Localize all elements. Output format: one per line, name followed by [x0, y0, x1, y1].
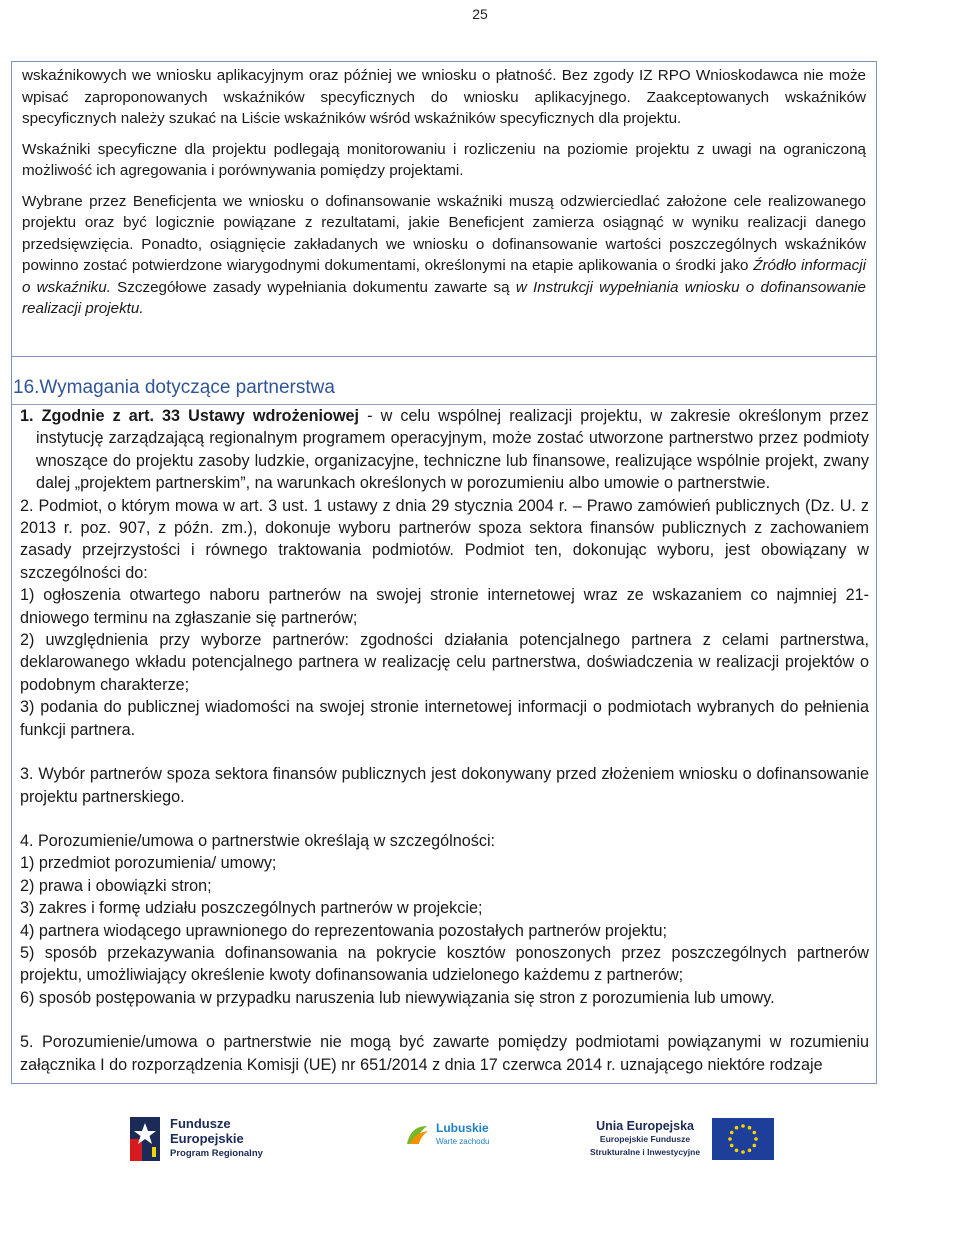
- fundusze-europejskie-logo: [130, 1116, 263, 1161]
- lubuskie-slogan: Warte zachodu: [436, 1137, 490, 1146]
- list-item: 5. Porozumienie/umowa o partnerstwie nie mogą być zawarte pomiędzy podmiotami powiązanymi w rozumieniu załącznika I do rozporządzenia Komisji (UE) nr 651/2014 z dnia 17 czerwca 2014 r. uznającego niektóre rodzaje: [20, 1033, 869, 1074]
- sub-item: 5) sposób przekazywania dofinansowania na pokrycie kosztów ponoszonych przez poszczególnych partnerów projektu, umożliwiający określenie kwoty dofinansowania udzielonego każdemu z partnerów;: [20, 943, 869, 985]
- italic-reference: w Instrukcji wypełniania wniosku o dofinansowanie realizacji projektu.: [22, 278, 867, 317]
- list-item: 2. Podmiot, o którym mowa w art. 3 ust. 1 ustawy z dnia 29 stycznia 2004 r. – Prawo zamówień publicznych (Dz. U. z 2013 r. poz. 907, z późn. zm.), dokonuje wyboru partnerów spoza sektora finansów publicznych z zachowaniem zasady przejrzystości i równego traktowania podmiotów. Podmiot ten, dokonując wyboru, jest obowiązany w szczególności do:: [20, 496, 869, 582]
- sub-item: 2) prawa i obowiązki stron;: [20, 876, 212, 895]
- section-heading: 16.Wymagania dotyczące partnerstwa: [13, 377, 335, 398]
- sub-item: 3) podania do publicznej wiadomości na swojej stronie internetowej informacji o podmiotach wybranych do pełnienia funkcji partnera.: [20, 698, 869, 739]
- fe-star-icon: [130, 1117, 160, 1161]
- sub-item: 6) sposób postępowania w przypadku naruszenia lub niewywiązania się stron z porozumienia lub umowy.: [20, 988, 775, 1007]
- sub-item: 3) zakres i formę udziału poszczególnych partnerów w projekcie;: [20, 899, 483, 918]
- footer-logos: [0, 1112, 960, 1172]
- indicators-box: [11, 61, 877, 357]
- eu-logo: [590, 1118, 774, 1160]
- eu-subtitle: Europejskie Fundusze: [599, 1133, 691, 1144]
- list-item: [20, 405, 869, 495]
- sub-item: 2) uwzględnienia przy wyborze partnerów: zgodności działania potencjalnego partnera z celami partnerstwa, deklarowanego wkładu potencjalnego partnera w realizację celu partnerstwa, doświadczenia w realizacji projektów o podobnym charakterze;: [20, 631, 869, 694]
- lubuskie-logo: [404, 1122, 490, 1148]
- paragraph: wskaźnikowych we wniosku aplikacyjnym oraz później we wniosku o płatność. Bez zgody IZ RPO Wnioskodawca nie może wpisać zaproponowanych wskaźników specyficznych do wniosku aplikacyjnego. Zaakceptowanych wskaźników specyficznych należy szukać na Liście wskaźników wśród wskaźników specyficznych dla projektu.: [22, 67, 866, 127]
- section-content: [20, 405, 869, 1076]
- paragraph-text: Wybrane przez Beneficjenta we wniosku o dofinansowanie wskaźniki muszą odzwierciedlać założone cele realizowanego projektu oraz być logicznie powiązane z rezultatami, jakie Beneficjent zamierza osiągnąć w wyniku realizacji danego przedsięwzięcia. Ponadto, osiągnięcie zakładanych we wniosku o dofinansowanie wartości poszczególnych wskaźników powinno zostać potwierdzone wiarygodnymi dokumentami, określonymi na etapie aplikowania o środki jako: [22, 192, 866, 274]
- italic-term: Źródło informacji o wskaźniku.: [22, 257, 866, 296]
- fe-line: Fundusze: [170, 1116, 231, 1131]
- item-bold-lead: 1. Zgodnie z art. 33 Ustawy wdrożeniowej: [20, 407, 360, 425]
- lubuskie-name: Lubuskie: [436, 1121, 489, 1135]
- paragraph-text: Szczegółowe zasady wypełniania dokumentu zawarte są: [110, 278, 516, 296]
- eu-name: Unia Europejska: [596, 1118, 695, 1133]
- sub-item: 4) partnera wiodącego uprawnionego do reprezentowania pozostałych partnerów projektu;: [20, 921, 668, 940]
- list-item: 4. Porozumienie/umowa o partnerstwie określają w szczególności:: [20, 831, 496, 850]
- paragraph: Wskaźniki specyficzne dla projektu podlegają monitorowaniu i rozliczeniu na poziomie projektu z uwagi na ograniczoną możliwość ich agregowania i porównywania pomiędzy projektami.: [22, 140, 866, 179]
- eu-flag-icon: [712, 1118, 774, 1160]
- item-text: - w celu wspólnej realizacji projektu, w zakresie określonym przez instytucję zarządzającą regionalnym programem operacyjnym, może zostać utworzone partnerstwo przez podmioty wnoszące do projektu zasoby ludzkie, organizacyjne, techniczne lub finansowe, realizujące wspólnie projekt, zwany dalej „projektem partnerskim”, na warunkach określonych w porozumieniu albo umowie o partnerstwie.: [36, 407, 870, 493]
- list-item: 3. Wybór partnerów spoza sektora finansów publicznych jest dokonywany przed złożeniem wniosku o dofinansowanie projektu partnerskiego.: [20, 765, 869, 806]
- sub-item: 1) ogłoszenia otwartego naboru partnerów na swojej stronie internetowej wraz ze wskazaniem co najmniej 21-dniowego terminu na zgłaszanie się partnerów;: [20, 586, 869, 627]
- page-number: 25: [472, 6, 488, 22]
- eu-subtitle: Strukturalne i Inwestycyjne: [590, 1146, 701, 1157]
- paragraph: [22, 191, 866, 320]
- lubuskie-mark-icon: [404, 1122, 430, 1148]
- fe-line: Europejskie: [170, 1131, 244, 1146]
- sub-item: 1) przedmiot porozumienia/ umowy;: [20, 854, 277, 873]
- fe-subtitle: Program Regionalny: [170, 1148, 263, 1159]
